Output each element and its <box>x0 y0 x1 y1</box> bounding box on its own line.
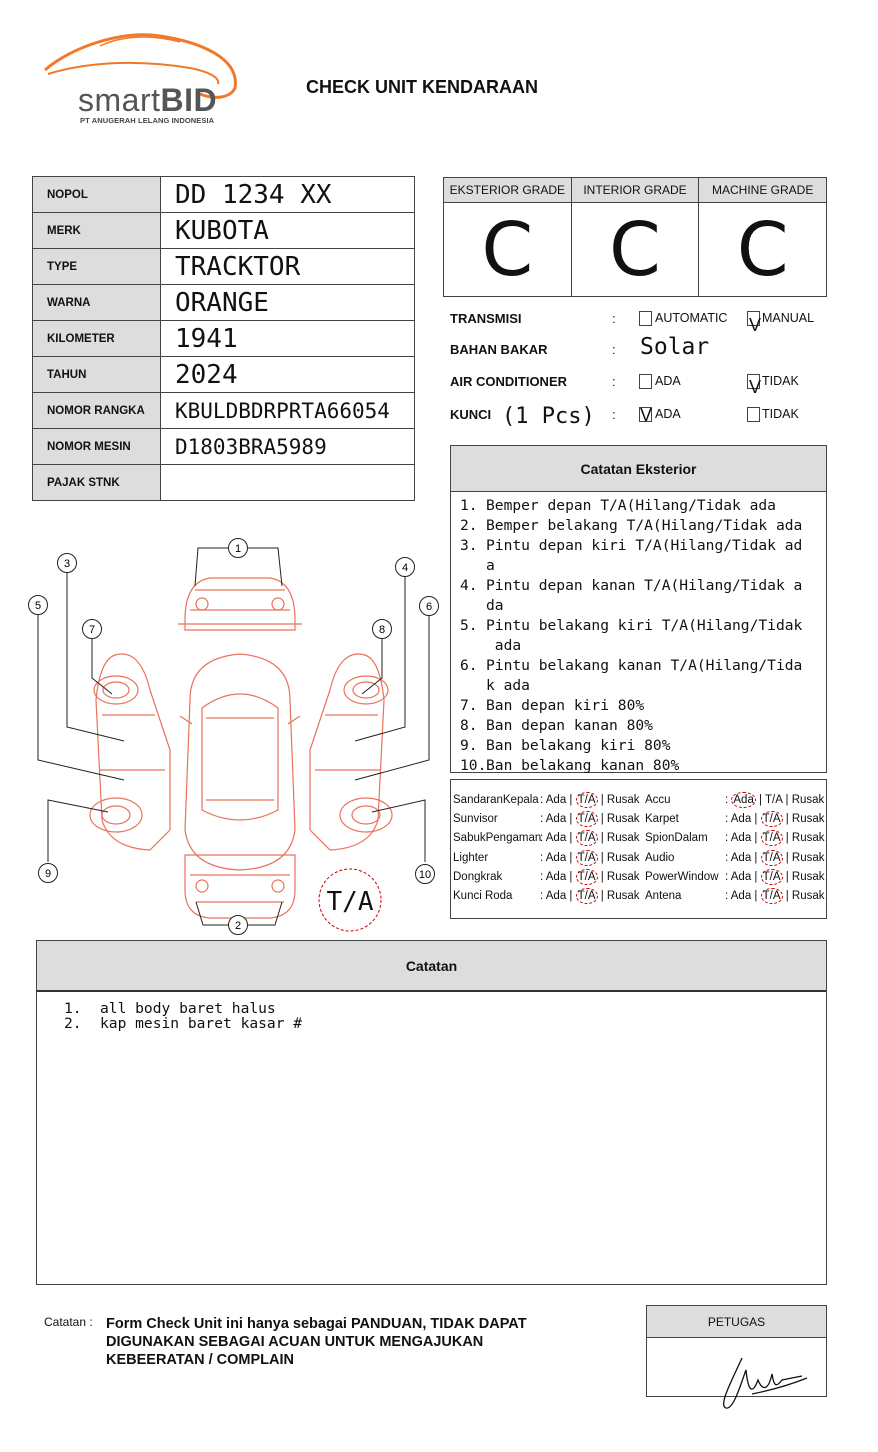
exterior-note-item <box>460 736 816 756</box>
exterior-note-item <box>460 516 816 536</box>
automatic-label: AUTOMATIC <box>655 311 728 325</box>
accessory-name: SpionDalam <box>645 832 708 845</box>
exterior-note-number: 7. <box>460 697 478 714</box>
accessory-name: Accu <box>645 794 671 806</box>
vehicle-field-label: NOMOR RANGKA <box>33 393 161 429</box>
grade-machine <box>699 178 826 296</box>
accessory-row: PowerWindow : Ada | T/A | Rusak <box>645 870 825 883</box>
vehicle-row <box>33 285 415 321</box>
exterior-notes-panel <box>450 445 827 773</box>
footer-label: Catatan : <box>44 1315 93 1329</box>
accessory-name: Audio <box>645 851 675 864</box>
accessory-option[interactable]: Rusak <box>606 832 640 845</box>
accessory-row: Audio : Ada | T/A | Rusak <box>645 851 825 864</box>
notes-list <box>37 992 826 1031</box>
accessory-option[interactable]: Ada <box>730 813 752 826</box>
accessory-option[interactable]: Rusak <box>791 851 825 864</box>
marker-5 <box>29 596 48 615</box>
accessory-option[interactable]: Ada <box>545 794 567 806</box>
marker-number: 4 <box>401 562 409 574</box>
marker-number: 3 <box>63 558 71 570</box>
accessory-option[interactable]: Rusak <box>606 851 640 864</box>
grade-label: EKSTERIOR GRADE <box>444 178 571 203</box>
vehicle-field-value <box>161 465 415 501</box>
exterior-notes-list <box>451 492 826 776</box>
vehicle-field-label: NOPOL <box>33 177 161 213</box>
check-mark: V <box>640 405 653 425</box>
accessory-option[interactable]: T/A <box>577 851 596 864</box>
vehicle-field-value: KBULDBDRPRTA66054 <box>161 393 415 429</box>
vehicle-field-value: ORANGE <box>161 285 415 321</box>
vehicle-field-label: TAHUN <box>33 357 161 393</box>
exterior-note-text: Bemper belakang T/A(Hilang/Tidak ada <box>486 517 803 534</box>
exterior-note-text: Pintu depan kiri T/A(Hilang/Tidak ad <box>486 537 803 554</box>
exterior-note-text: Ban depan kiri 80% <box>486 697 645 714</box>
exterior-note-text: Ban depan kanan 80% <box>486 717 653 734</box>
exterior-note-number: 10. <box>460 757 487 774</box>
exterior-note-text: Pintu belakang kanan T/A(Hilang/Tida <box>486 657 803 674</box>
accessory-name: Kunci Roda <box>453 890 513 902</box>
accessories-panel <box>450 779 827 919</box>
vehicle-field-value: TRACKTOR <box>161 249 415 285</box>
manual-label: MANUAL <box>762 311 815 325</box>
marker-4 <box>396 558 415 577</box>
accessory-option[interactable]: Ada <box>730 870 752 883</box>
exterior-notes-title: Catatan Eksterior <box>451 446 826 492</box>
accessory-option[interactable]: T/A <box>762 890 781 902</box>
accessory-option[interactable]: Ada <box>545 890 567 902</box>
notes-panel <box>36 940 827 1285</box>
accessory-name: Dongkrak <box>453 870 503 883</box>
grade-label: MACHINE GRADE <box>699 178 826 203</box>
petugas-label: PETUGAS <box>647 1306 826 1338</box>
accessory-row: SpionDalam : Ada | T/A | Rusak <box>645 832 825 845</box>
marker-3 <box>58 554 77 573</box>
accessory-option[interactable]: Ada <box>545 832 567 845</box>
vehicle-field-value: KUBOTA <box>161 213 415 249</box>
grade-value: C <box>609 206 661 293</box>
accessory-row: Accu : Ada | T/A | Rusak <box>645 794 825 806</box>
ac-tidak-label: TIDAK <box>762 374 799 388</box>
colon: : <box>612 374 616 389</box>
vehicle-row <box>33 465 415 501</box>
page-title: CHECK UNIT KENDARAAN <box>306 77 538 97</box>
accessory-option[interactable]: T/A <box>577 794 596 806</box>
exterior-note-item <box>460 576 816 616</box>
colon: : <box>612 407 616 422</box>
accessory-option[interactable]: T/A <box>762 813 781 826</box>
accessory-option[interactable]: Rusak <box>791 890 825 902</box>
exterior-note-text: ada <box>486 637 522 654</box>
accessory-option[interactable]: Ada <box>730 890 752 902</box>
accessory-option[interactable]: T/A <box>577 813 596 826</box>
accessory-option[interactable]: T/A <box>762 870 781 883</box>
accessory-option[interactable]: Rusak <box>791 832 825 845</box>
exterior-note-number: 4. <box>460 577 478 594</box>
accessory-row: Sunvisor : Ada | T/A | Rusak <box>453 813 640 826</box>
accessory-row: Antena : Ada | T/A | Rusak <box>645 890 825 902</box>
grade-label: INTERIOR GRADE <box>572 178 699 203</box>
vehicle-row <box>33 213 415 249</box>
vehicle-info-table <box>32 176 415 501</box>
marker-number: 2 <box>234 920 242 932</box>
exterior-note-text: k ada <box>486 677 530 694</box>
accessory-name: SandaranKepala <box>453 794 539 806</box>
vehicle-row <box>33 357 415 393</box>
exterior-note-number: 5. <box>460 617 478 634</box>
kunci-count: (1 Pcs) <box>502 404 595 429</box>
accessory-name: PowerWindow <box>645 870 719 883</box>
accessory-option[interactable]: Ada <box>545 813 567 826</box>
footer-disclaimer: Form Check Unit ini hanya sebagai PANDUAN, TIDAK DAPAT DIGUNAKAN SEBAGAI ACUAN UNTUK MENGAJUKAN KEBEERATAN / COMPLAIN <box>106 1316 527 1368</box>
exterior-note-item <box>460 656 816 696</box>
car-outline <box>90 578 392 918</box>
exterior-note-text: da <box>486 597 504 614</box>
exterior-note-number: 3. <box>460 537 478 554</box>
accessory-option[interactable]: T/A <box>765 794 783 806</box>
accessory-option[interactable]: Rusak <box>606 813 640 826</box>
marker-number: 5 <box>34 600 42 612</box>
exterior-note-text: a <box>486 557 495 574</box>
exterior-note-item <box>460 696 816 716</box>
vehicle-row <box>33 177 415 213</box>
exterior-note-text: Pintu depan kanan T/A(Hilang/Tidak a <box>486 577 803 594</box>
note-item <box>64 1001 826 1016</box>
marker-8 <box>373 620 392 639</box>
marker-number: 9 <box>44 868 52 880</box>
accessory-option[interactable]: Ada <box>730 851 752 864</box>
accessory-row: Karpet : Ada | T/A | Rusak <box>645 813 825 826</box>
marker-number: 6 <box>425 601 433 613</box>
exterior-note-number: 2. <box>460 517 478 534</box>
ac-ada-label: ADA <box>655 374 681 388</box>
accessory-name: Antena <box>645 890 682 902</box>
exterior-note-text: Ban belakang kanan 80% <box>486 757 680 774</box>
marker-number: 1 <box>234 543 242 555</box>
exterior-note-number: 9. <box>460 737 478 754</box>
note-number: 2. <box>64 1015 82 1032</box>
note-item <box>64 1016 826 1031</box>
vehicle-field-label: NOMOR MESIN <box>33 429 161 465</box>
vehicle-field-label: MERK <box>33 213 161 249</box>
exterior-note-text: Ban belakang kiri 80% <box>486 737 671 754</box>
bahan-bakar-label: BAHAN BAKAR <box>450 342 548 357</box>
exterior-note-number: 1. <box>460 497 478 514</box>
accessory-option[interactable]: T/A <box>577 832 596 845</box>
note-text: kap mesin baret kasar # <box>100 1015 303 1032</box>
accessory-option[interactable]: T/A <box>577 890 596 902</box>
exterior-note-item <box>460 716 816 736</box>
accessory-row: SandaranKepala: Ada | T/A | Rusak <box>453 794 640 806</box>
check-mark: V <box>749 315 762 335</box>
vehicle-row <box>33 249 415 285</box>
marker-number: 8 <box>378 624 386 636</box>
accessory-option[interactable]: Rusak <box>791 794 825 806</box>
kunci-ada-label: ADA <box>655 407 681 421</box>
marker-1 <box>229 539 248 558</box>
notes-title: Catatan <box>37 941 826 992</box>
grade-value: C <box>736 206 789 293</box>
exterior-note-number: 8. <box>460 717 478 734</box>
accessory-option[interactable]: Ada <box>733 794 754 806</box>
kunci-tidak-checkbox[interactable] <box>747 407 760 422</box>
ac-ada-checkbox[interactable] <box>639 374 652 389</box>
accessory-row: SabukPengaman: Ada | T/A | Rusak <box>453 832 640 845</box>
accessory-name: Lighter <box>453 851 489 864</box>
accessory-option[interactable]: Rusak <box>791 870 825 883</box>
car-damage-diagram <box>20 530 450 940</box>
accessory-option[interactable]: Ada <box>730 832 752 845</box>
exterior-note-text: Bemper depan T/A(Hilang/Tidak ada <box>486 497 776 514</box>
kunci-tidak-label: TIDAK <box>762 407 799 421</box>
exterior-note-text: Pintu belakang kiri T/A(Hilang/Tidak <box>486 617 803 634</box>
accessory-row: Lighter : Ada | T/A | Rusak <box>453 851 640 864</box>
vehicle-field-label: TYPE <box>33 249 161 285</box>
vehicle-row <box>33 321 415 357</box>
exterior-note-number: 6. <box>460 657 478 674</box>
accessory-option[interactable]: Rusak <box>606 890 640 902</box>
transmisi-label: TRANSMISI <box>450 311 522 326</box>
exterior-note-item <box>460 536 816 576</box>
vehicle-field-value: 2024 <box>161 357 415 393</box>
accessory-option[interactable]: Rusak <box>791 813 825 826</box>
accessory-option[interactable]: T/A <box>762 851 781 864</box>
grade-value: C <box>481 206 534 293</box>
vehicle-field-value: D1803BRA5989 <box>161 429 415 465</box>
accessory-option[interactable]: T/A <box>762 832 781 845</box>
vehicle-field-value: DD 1234 XX <box>161 177 415 213</box>
logo-company-name: PT ANUGERAH LELANG INDONESIA <box>80 116 215 125</box>
grade-exterior <box>444 178 572 296</box>
marker-10 <box>416 865 435 884</box>
grade-interior <box>572 178 700 296</box>
vehicle-field-value: 1941 <box>161 321 415 357</box>
marker-9 <box>39 864 58 883</box>
bahan-bakar-value: Solar <box>640 334 710 360</box>
vehicle-field-label: WARNA <box>33 285 161 321</box>
exterior-note-item <box>460 496 816 516</box>
accessory-row: Dongkrak : Ada | T/A | Rusak <box>453 870 640 883</box>
exterior-note-item <box>460 756 816 776</box>
vehicle-field-label: PAJAK STNK <box>33 465 161 501</box>
vehicle-row <box>33 393 415 429</box>
vehicle-row <box>33 429 415 465</box>
accessory-row: Kunci Roda : Ada | T/A | Rusak <box>453 890 640 902</box>
note-number: 1. <box>64 1000 82 1017</box>
accessory-name: SabukPengaman <box>453 832 542 845</box>
marker-number: 10 <box>418 869 432 881</box>
accessory-name: Karpet <box>645 813 679 826</box>
logo-wordmark: smartBID <box>78 82 218 118</box>
marker-2 <box>229 916 248 935</box>
ac-label: AIR CONDITIONER <box>450 374 567 389</box>
accessory-name: Sunvisor <box>453 813 498 826</box>
accessory-option[interactable]: Rusak <box>606 870 640 883</box>
note-text: all body baret halus <box>100 1000 276 1017</box>
marker-number: 7 <box>88 624 96 636</box>
marker-lines <box>38 548 432 925</box>
marker-6 <box>420 597 439 616</box>
kunci-label: KUNCI <box>450 407 492 422</box>
vehicle-field-label: KILOMETER <box>33 321 161 357</box>
accessory-option[interactable]: T/A <box>577 870 596 883</box>
accessory-option[interactable]: Rusak <box>606 794 640 806</box>
exterior-note-item <box>460 616 816 656</box>
ta-stamp-text: T/A <box>326 887 374 917</box>
accessory-option[interactable]: Ada <box>545 851 567 864</box>
colon: : <box>612 342 616 357</box>
grade-table <box>443 177 827 297</box>
signature-image <box>712 1350 812 1412</box>
automatic-checkbox[interactable] <box>639 311 652 326</box>
check-mark: V <box>749 377 762 397</box>
colon: : <box>612 311 616 326</box>
marker-7 <box>83 620 102 639</box>
accessory-option[interactable]: Ada <box>545 870 567 883</box>
